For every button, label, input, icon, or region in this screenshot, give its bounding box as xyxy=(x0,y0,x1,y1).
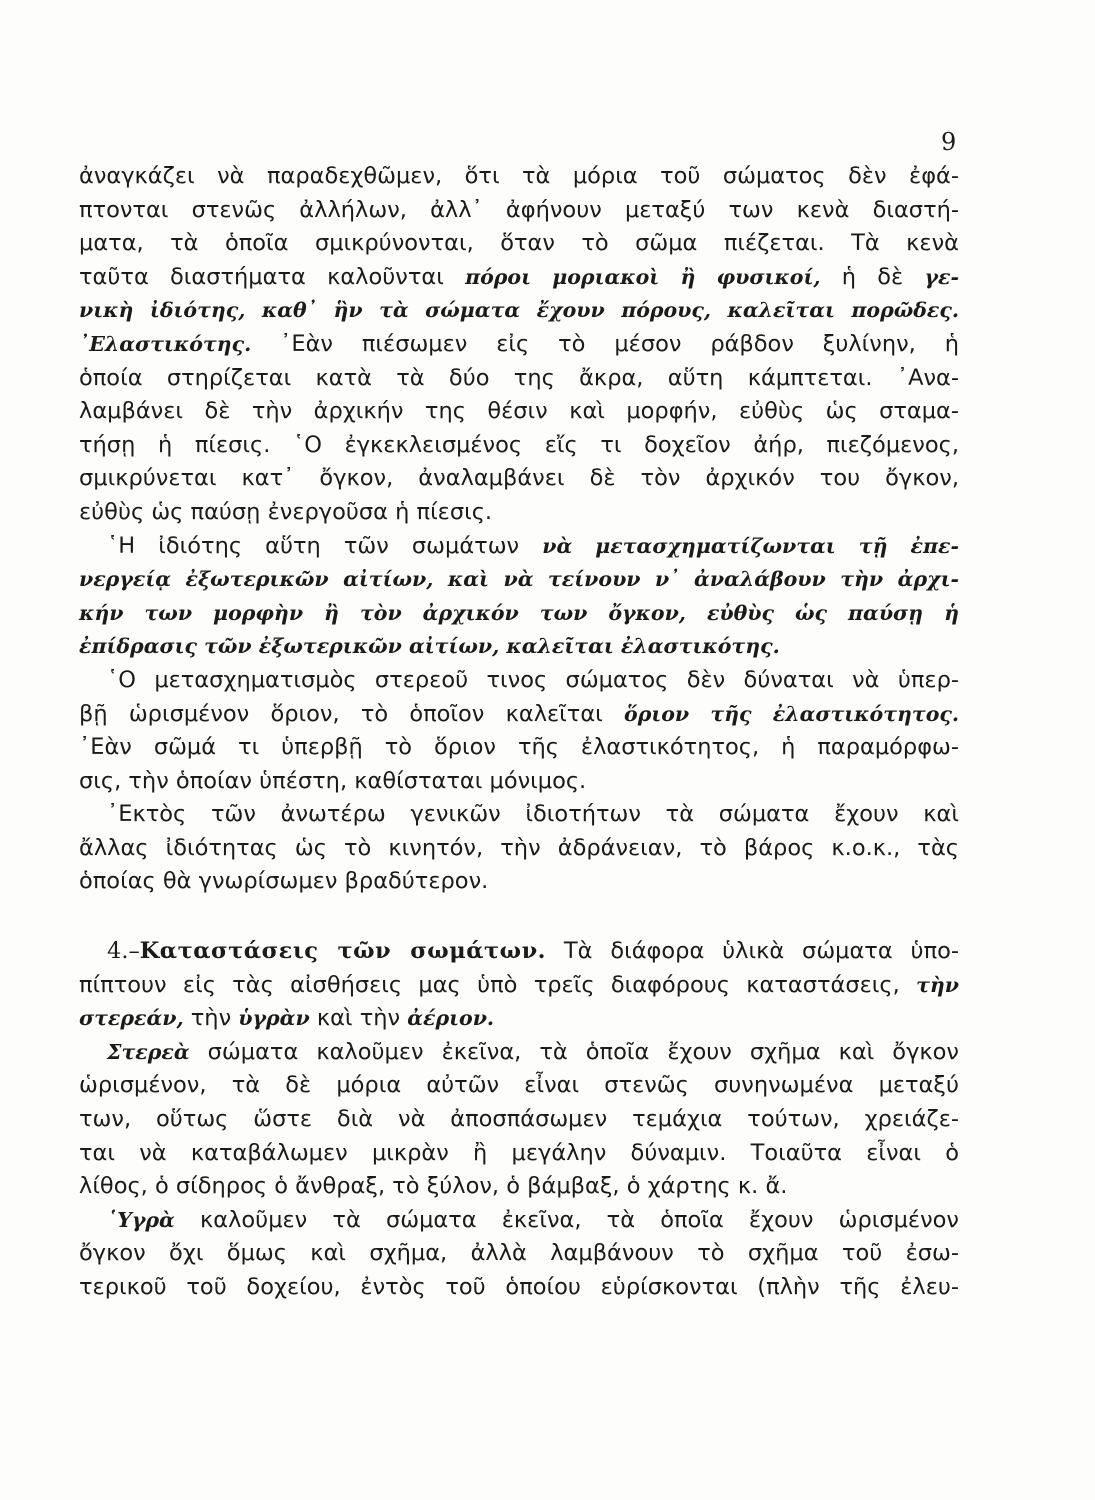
text-line xyxy=(79,1002,959,1036)
text-run: καὶ τὴν xyxy=(309,1005,408,1032)
text-line xyxy=(79,1204,959,1238)
text-line xyxy=(79,530,959,564)
text-line xyxy=(79,261,959,295)
text-line: ὄγκον ὄχι ὅμως καὶ σχῆμα, ἀλλὰ λαμβάνουν τὸ σχῆμα τοῦ ἐσω- xyxy=(79,1240,959,1267)
emphasized-term: πόροι μοριακοὶ ἢ φυσικοί, xyxy=(465,264,821,289)
text-line: ματα, τὰ ὁποῖα σμικρύνονται, ὅταν τὸ σῶμα πιέζεται. Τὰ κενὰ xyxy=(79,230,959,257)
text-run: καλοῦμεν τὰ σώματα ἐκεῖνα, τὰ ὁποῖα ἔχουν ὡρισμένον xyxy=(174,1206,959,1233)
emphasized-term: ῾Υγρὰ xyxy=(107,1207,175,1232)
text-run: ῾Η ἰδιότης αὕτη τῶν σωμάτων xyxy=(107,532,543,559)
text-line: ὡρισμένον, τὰ δὲ μόρια αὐτῶν εἶναι στενῶς συνηνωμένα μεταξύ xyxy=(79,1072,959,1099)
section-gap xyxy=(79,899,959,935)
text-line: λαμβάνει δὲ τὴν ἀρχικήν της θέσιν καὶ μορφήν, εὐθὺς ὡς σταμα- xyxy=(79,398,959,425)
emphasized-definition: ἐπίδρασις τῶν ἐξωτερικῶν αἰτίων, καλεῖται ἐλαστικότης. xyxy=(79,634,780,659)
text-line: λίθος, ὁ σίδηρος ὁ ἄνθραξ, τὸ ξύλον, ὁ βάμβαξ, ὁ χάρτης κ. ἄ. xyxy=(79,1173,788,1200)
text-line: ται νὰ καταβάλωμεν μικρὰν ἢ μεγάλην δύναμιν. Τοιαῦτα εἶναι ὁ xyxy=(79,1139,959,1166)
text-line: ὁποία στηρίζεται κατὰ τὰ δύο της ἄκρα, αὕτη κάμπτεται. ᾽Ανα- xyxy=(79,364,959,391)
emphasized-term: τὴν xyxy=(916,972,959,997)
text-line: σις, τὴν ὁποίαν ὑπέστη, καθίσταται μόνιμος. xyxy=(79,767,587,794)
text-run: ᾽Εὰν πιέσωμεν εἰς τὸ μέσον ράβδον ξυλίνην, ἡ xyxy=(251,330,959,357)
text-run: ταῦτα διαστήματα καλοῦνται xyxy=(79,263,466,290)
emphasized-term: ὅριον τῆς ἐλαστικότητος. xyxy=(624,701,959,726)
text-line xyxy=(79,935,959,969)
text-line xyxy=(79,1036,959,1070)
text-line: ῾Ο μετασχηματισμὸς στερεοῦ τινος σώματος δὲν δύναται νὰ ὑπερ- xyxy=(107,666,959,693)
section-number: 4.– xyxy=(107,938,140,965)
emphasized-term: Στερεὰ xyxy=(107,1039,190,1064)
page-number: 9 xyxy=(941,128,957,156)
text-line: σμικρύνεται κατ᾽ ὄγκον, ἀναλαμβάνει δὲ τὸν ἀρχικόν του ὄγκον, xyxy=(79,465,959,492)
emphasized-definition: κήν των μορφὴν ἢ τὸν ἀρχικόν των ὄγκον, εὐθὺς ὡς παύσῃ ἡ xyxy=(79,600,959,625)
text-line xyxy=(79,969,959,1003)
text-run: Τὰ διάφορα ὑλικὰ σώματα ὑπο- xyxy=(546,938,959,965)
emphasized-term: ὑγρὰν xyxy=(238,1006,310,1031)
text-line: ὁποίας θὰ γνωρίσωμεν βραδύτερον. xyxy=(79,868,489,895)
body-text xyxy=(79,160,959,1305)
text-run: ἡ δὲ xyxy=(820,263,925,290)
text-line: τερικοῦ τοῦ δοχείου, ἐντὸς τοῦ ὁποίου εὑρίσκονται (πλὴν τῆς ἐλευ- xyxy=(79,1274,959,1300)
text-line: των, οὕτως ὥστε διὰ νὰ ἀποσπάσωμεν τεμάχια τούτων, χρειάζε- xyxy=(79,1106,959,1133)
section-title: Καταστάσεις τῶν σωμάτων. xyxy=(139,938,547,965)
text-run: βῇ ὡρισμένον ὅριον, τὸ ὁποῖον καλεῖται xyxy=(79,700,625,727)
text-line: εὐθὺς ὡς παύσῃ ἐνεργοῦσα ἡ πίεσις. xyxy=(79,498,493,525)
text-line: ἄλλας ἰδιότητας ὡς τὸ κινητόν, τὴν ἀδράνειαν, τὸ βάρος κ.ο.κ., τὰς xyxy=(79,834,959,861)
emphasized-term: γε- xyxy=(924,264,959,289)
text-line: ἀναγκάζει νὰ παραδεχθῶμεν, ὅτι τὰ μόρια τοῦ σώματος δὲν ἐφά- xyxy=(79,163,959,189)
text-line: τήσῃ ἡ πίεσις. ῾Ο ἐγκεκλεισμένος εἴς τι δοχεῖον ἀήρ, πιεζόμενος, xyxy=(79,431,959,458)
text-line xyxy=(79,698,959,732)
emphasized-definition: νὰ μετασχηματίζωνται τῇ ἐπε- xyxy=(542,533,959,558)
text-run: πίπτουν εἰς τὰς αἰσθήσεις μας ὑπὸ τρεῖς διαφόρους καταστάσεις, xyxy=(79,971,917,998)
text-line xyxy=(79,328,959,362)
text-run: σώματα καλοῦμεν ἐκεῖνα, τὰ ὁποῖα ἔχουν σχῆμα καὶ ὄγκον xyxy=(189,1038,959,1065)
text-run: τὴν xyxy=(183,1005,239,1032)
emphasized-term: ἀέριον. xyxy=(407,1006,495,1031)
emphasized-definition: νεργείᾳ ἐξωτερικῶν αἰτίων, καὶ νὰ τείνουν ν᾽ ἀναλάβουν τὴν ἀρχι- xyxy=(79,567,959,592)
section-subheading: ᾽Ελαστικότης. xyxy=(79,331,252,356)
text-line: ᾽Εκτὸς τῶν ἀνωτέρω γενικῶν ἰδιοτήτων τὰ σώματα ἔχουν καὶ xyxy=(107,801,959,828)
emphasized-definition: νικὴ ἰδιότης, καθ᾽ ἣν τὰ σώματα ἔχουν πόρους, καλεῖται πορῶδες. xyxy=(79,298,959,323)
text-line: πτονται στενῶς ἀλλήλων, ἀλλ᾽ ἀφήνουν μεταξύ των κενὰ διαστή- xyxy=(79,196,959,223)
emphasized-term: στερεάν, xyxy=(79,1006,184,1031)
text-line: ᾽Εὰν σῶμά τι ὑπερβῇ τὸ ὅριον τῆς ἐλαστικότητος, ἡ παραμόρφω- xyxy=(79,734,959,761)
